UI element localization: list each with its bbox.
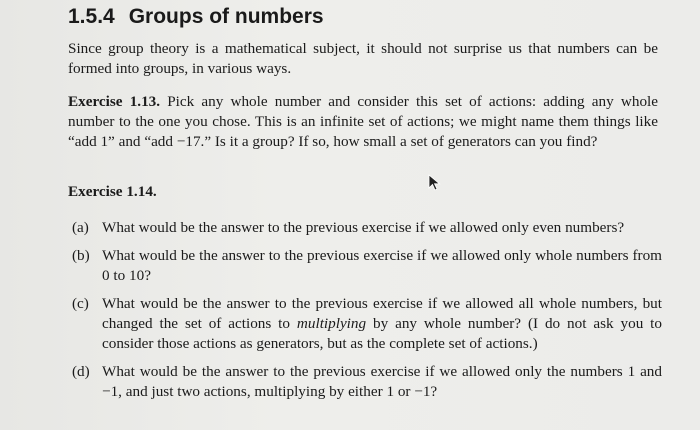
- item-tag: (b): [72, 247, 90, 264]
- exercise-1-13-label: Exercise 1.13.: [68, 93, 161, 110]
- intro-paragraph: Since group theory is a mathematical subject, it should not surprise us that numbers can be formed into groups, in various ways.: [68, 40, 658, 77]
- exercise-item-c: [72, 294, 662, 354]
- section-title: Groups of numbers: [128, 5, 324, 28]
- exercise-item-b: [72, 246, 662, 286]
- item-text: What would be the answer to the previous exercise if we allowed only even numbers?: [102, 219, 625, 236]
- item-text: What would be the answer to the previous exercise if we allowed only whole numbers from 0 to 10?: [102, 247, 662, 284]
- section-heading: [68, 4, 324, 30]
- item-text-after: by any whole number? (I do not ask you to consider those actions as generators, but as the complete set of actions.): [102, 315, 662, 352]
- item-tag: (a): [72, 219, 89, 236]
- mouse-pointer-icon: [428, 174, 442, 192]
- exercise-item-a: [72, 218, 662, 238]
- exercise-1-14-label: Exercise 1.14.: [68, 183, 157, 200]
- exercise-1-14-items: [72, 218, 662, 410]
- item-text-before: What would be the answer to the previous exercise if we allowed all whole numbers, but changed the set of actions to: [102, 295, 662, 332]
- item-emphasis: multiplying: [296, 315, 367, 332]
- item-tag: (c): [72, 295, 89, 312]
- exercise-item-d: [72, 362, 662, 402]
- exercise-1-14-heading: [68, 182, 658, 202]
- item-text: What would be the answer to the previous exercise if we allowed only the numbers 1 and −1, and just two actions, multiplying by either 1 or −1?: [102, 363, 662, 400]
- exercise-1-13-text: Pick any whole number and consider this set of actions: adding any whole number to the one you chose. This is an infinite set of actions; we might name them things like “add 1” and “add −17.” Is it a group? If so, how small a set of generators can you find?: [68, 93, 658, 150]
- item-tag: (d): [72, 363, 90, 380]
- section-number: 1.5.4: [68, 5, 115, 28]
- exercise-1-13: [68, 92, 658, 152]
